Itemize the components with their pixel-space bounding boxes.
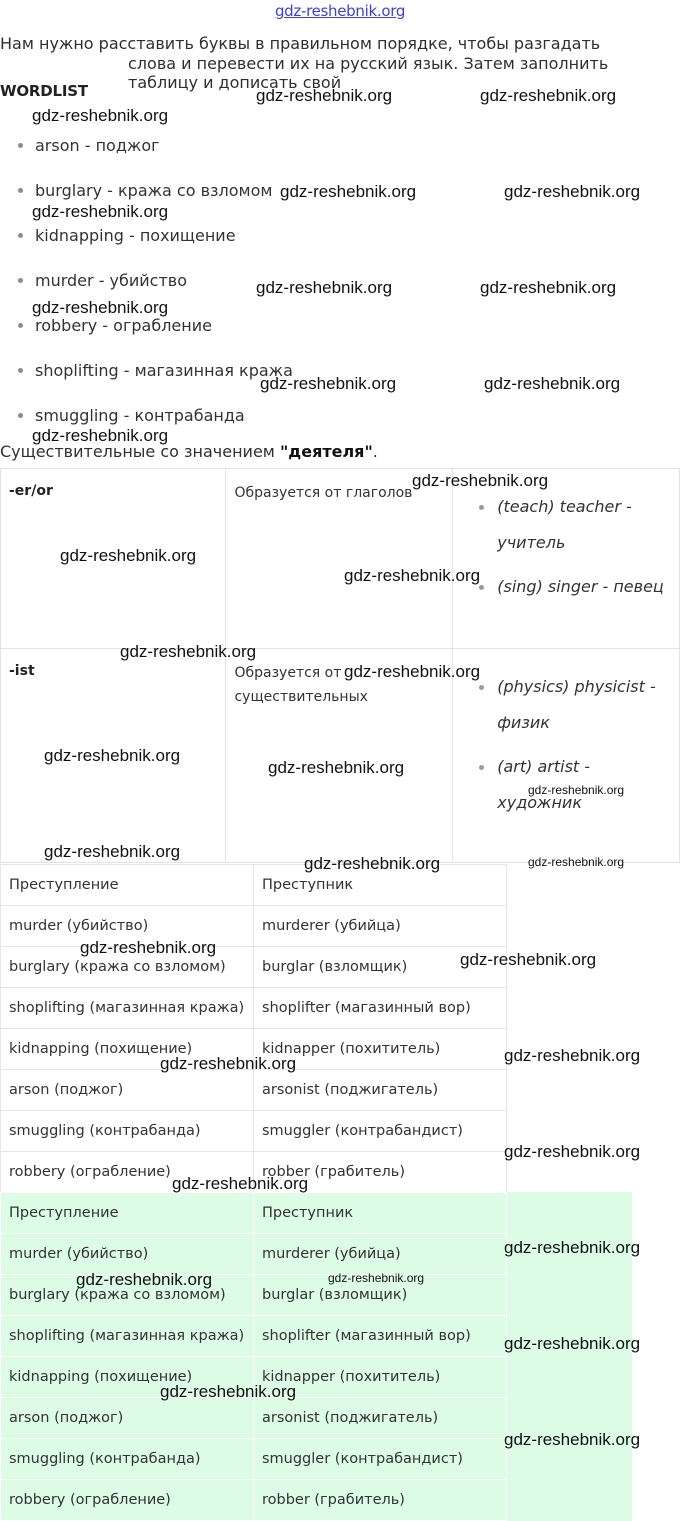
crime-table	[0, 864, 507, 1193]
bullet-icon	[18, 368, 23, 373]
watermark: gdz-reshebnik.org	[504, 1046, 641, 1065]
bullet-icon	[18, 278, 23, 283]
watermark: gdz-reshebnik.org	[32, 106, 169, 125]
site-link[interactable]: gdz-reshebnik.org	[274, 2, 406, 20]
criminal-cell: arsonist (поджигатель)	[253, 1398, 506, 1439]
watermark: gdz-reshebnik.org	[304, 854, 441, 873]
watermark: gdz-reshebnik.org	[32, 202, 169, 221]
empty-cell	[506, 1480, 631, 1521]
crime-cell: kidnapping (похищение)	[1, 1357, 254, 1398]
list-item	[18, 226, 236, 245]
watermark: gdz-reshebnik.org	[504, 1430, 641, 1449]
example-item: (art) artist - художник	[479, 749, 673, 821]
column-header: Преступление	[1, 865, 254, 906]
criminal-cell: kidnapper (похититель)	[253, 1357, 506, 1398]
crime-cell: robbery (ограбление)	[1, 1480, 254, 1521]
bullet-icon	[18, 143, 23, 148]
examples-cell	[453, 469, 680, 649]
examples-list	[479, 669, 673, 821]
crime-cell: murder (убийство)	[1, 906, 254, 947]
table-header-row	[1, 1193, 632, 1234]
formation-cell: Образуется от глаголов	[226, 469, 453, 649]
nouns-prefix: Существительные со значением	[0, 442, 280, 461]
example-item: (physics) physicist - физик	[479, 669, 673, 741]
watermark: gdz-reshebnik.org	[344, 566, 481, 585]
watermark: gdz-reshebnik.org	[76, 1270, 213, 1289]
watermark: gdz-reshebnik.org	[412, 471, 549, 490]
column-header: Преступник	[254, 865, 507, 906]
crime-cell: smuggling (контрабанда)	[1, 1439, 254, 1480]
criminal-cell: robber (грабитель)	[253, 1480, 506, 1521]
word-text: smuggling - контрабанда	[35, 406, 245, 425]
suffix-cell: -er/or	[1, 469, 226, 649]
crime-cell: arson (поджог)	[1, 1070, 254, 1111]
example-item: (sing) singer - певец	[479, 569, 673, 605]
criminal-cell: smuggler (контрабандист)	[253, 1439, 506, 1480]
word-text: burglary - кража со взломом	[35, 181, 273, 200]
watermark: gdz-reshebnik.org	[504, 1238, 641, 1257]
watermark: gdz-reshebnik.org	[260, 374, 397, 393]
suffix-table	[0, 468, 680, 863]
list-item	[18, 361, 293, 380]
watermark: gdz-reshebnik.org	[268, 758, 405, 777]
crime-cell: burglary (кража со взломом)	[1, 947, 254, 988]
word-text: shoplifting - магазинная кража	[35, 361, 293, 380]
watermark: gdz-reshebnik.org	[504, 1142, 641, 1161]
list-item	[18, 316, 212, 335]
watermark: gdz-reshebnik.org	[160, 1382, 297, 1401]
criminal-cell: burglar (взломщик)	[254, 947, 507, 988]
bullet-icon	[18, 323, 23, 328]
word-text: murder - убийство	[35, 271, 188, 290]
watermark: gdz-reshebnik.org	[120, 642, 257, 661]
criminal-cell: arsonist (поджигатель)	[254, 1070, 507, 1111]
watermark: gdz-reshebnik.org	[504, 182, 641, 201]
table-row	[1, 906, 507, 947]
watermark: gdz-reshebnik.org	[504, 1334, 641, 1353]
nouns-suffix: .	[372, 442, 378, 461]
word-text: arson - поджог	[35, 136, 160, 155]
watermark: gdz-reshebnik.org	[344, 662, 481, 681]
watermark: gdz-reshebnik.org	[480, 278, 617, 297]
watermark: gdz-reshebnik.org	[256, 278, 393, 297]
examples-cell	[453, 649, 680, 863]
list-item	[18, 181, 272, 200]
criminal-cell: murderer (убийца)	[253, 1234, 506, 1275]
watermark: gdz-reshebnik.org	[32, 426, 169, 445]
watermark: gdz-reshebnik.org	[172, 1174, 309, 1193]
list-item	[18, 136, 160, 155]
criminal-cell: robber (грабитель)	[254, 1152, 507, 1193]
examples-list	[479, 489, 673, 605]
empty-cell	[506, 1193, 631, 1234]
watermark: gdz-reshebnik.org	[484, 374, 621, 393]
watermark: gdz-reshebnik.org	[160, 1054, 297, 1073]
word-text: robbery - ограбление	[35, 316, 212, 335]
empty-cell	[506, 1275, 631, 1316]
intro-cut-line: слова и перевести их на русский язык. Затем заполнить таблицу и дописать свой	[128, 54, 609, 92]
watermark: gdz-reshebnik.org	[256, 86, 393, 105]
list-item	[18, 406, 245, 425]
watermark: gdz-reshebnik.org	[528, 855, 625, 869]
nouns-bold: "деятеля"	[279, 442, 373, 461]
table-row	[1, 1480, 632, 1521]
bullet-icon	[18, 413, 23, 418]
table-row	[1, 947, 507, 988]
crime-cell: arson (поджог)	[1, 1398, 254, 1439]
watermark: gdz-reshebnik.org	[60, 546, 197, 565]
crime-cell: shoplifting (магазинная кража)	[1, 988, 254, 1029]
example-item: (teach) teacher - учитель	[479, 489, 673, 561]
intro-text: Нам нужно расставить буквы в правильном порядке, чтобы разгадать	[0, 34, 601, 53]
formation-cell: Образуется от существительных	[226, 649, 453, 863]
wordlist-title: WORDLIST	[0, 82, 88, 100]
watermark: gdz-reshebnik.org	[44, 746, 181, 765]
table-row	[1, 988, 507, 1029]
criminal-cell: kidnapper (похититель)	[254, 1029, 507, 1070]
watermark: gdz-reshebnik.org	[280, 182, 417, 201]
column-header: Преступник	[253, 1193, 506, 1234]
column-header: Преступление	[1, 1193, 254, 1234]
criminal-cell: shoplifter (магазинный вор)	[254, 988, 507, 1029]
crime-cell: robbery (ограбление)	[1, 1152, 254, 1193]
table-row	[1, 1357, 632, 1398]
word-text: kidnapping - похищение	[35, 226, 236, 245]
criminal-cell: shoplifter (магазинный вор)	[253, 1316, 506, 1357]
watermark: gdz-reshebnik.org	[44, 842, 181, 861]
criminal-cell: burglar (взломщик)	[253, 1275, 506, 1316]
crime-cell: shoplifting (магазинная кража)	[1, 1316, 254, 1357]
suffix-cell: -ist	[1, 649, 226, 863]
crime-cell: murder (убийство)	[1, 1234, 254, 1275]
table-row	[1, 1111, 507, 1152]
bullet-icon	[18, 188, 23, 193]
watermark: gdz-reshebnik.org	[460, 950, 597, 969]
empty-cell	[506, 1357, 631, 1398]
watermark: gdz-reshebnik.org	[528, 783, 625, 797]
crime-cell: burglary (кража со взломом)	[1, 1275, 254, 1316]
watermark: gdz-reshebnik.org	[80, 938, 217, 957]
watermark: gdz-reshebnik.org	[32, 298, 169, 317]
criminal-cell: smuggler (контрабандист)	[254, 1111, 507, 1152]
list-item	[18, 271, 187, 290]
criminal-cell: murderer (убийца)	[254, 906, 507, 947]
table-row	[1, 1070, 507, 1111]
intro-text-clipped	[128, 54, 668, 92]
watermark: gdz-reshebnik.org	[480, 86, 617, 105]
crime-cell: kidnapping (похищение)	[1, 1029, 254, 1070]
bullet-icon	[18, 233, 23, 238]
watermark: gdz-reshebnik.org	[328, 1271, 425, 1285]
crime-cell: smuggling (контрабанда)	[1, 1111, 254, 1152]
